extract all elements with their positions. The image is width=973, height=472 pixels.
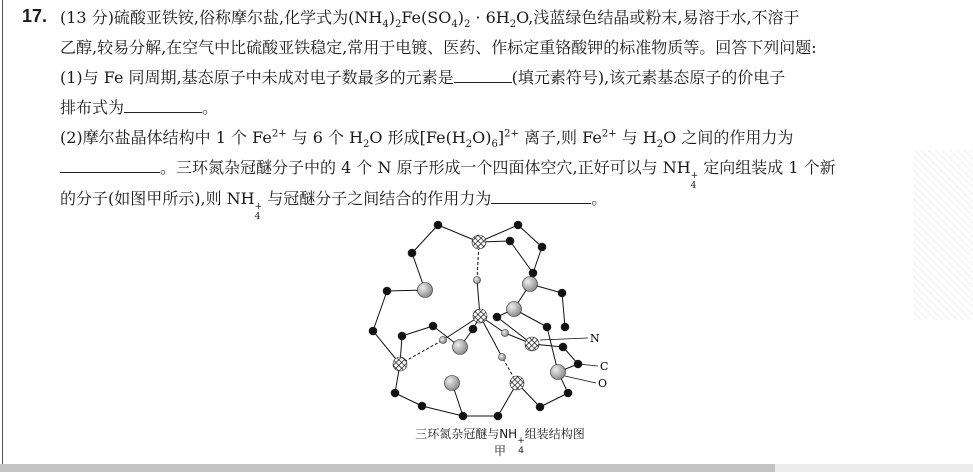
carbon-atom	[559, 343, 567, 351]
subscript: 6	[491, 139, 498, 151]
hydrogen-atom	[440, 337, 447, 344]
answer-blank	[454, 67, 512, 83]
oxygen-atom	[507, 302, 522, 317]
bond	[562, 293, 565, 327]
text-segment: · 6H	[470, 8, 510, 27]
nitrogen-atom	[472, 235, 486, 249]
carbon-atom	[543, 323, 551, 331]
nitrogen-atom	[510, 376, 524, 390]
subscript: 2	[394, 19, 402, 31]
carbon-atom	[383, 287, 391, 295]
text-segment: 与冠醚分子之间结合的作用力为	[262, 189, 492, 208]
caption-text-end: 组装结构图	[524, 427, 585, 441]
carbon-atom	[434, 221, 442, 229]
carbon-atom	[529, 269, 537, 277]
text-segment: (1)与 Fe 同周期,基态原子中未成对电子数最多的元素是	[60, 68, 454, 87]
text-segment: 定向组装成 1 个新	[698, 158, 836, 177]
carbon-atom	[494, 412, 502, 420]
question-line	[60, 7, 800, 29]
supscript: 2+	[601, 128, 617, 140]
oxygen-atom	[453, 340, 468, 355]
bond	[402, 326, 433, 336]
question-number: 17.	[22, 6, 48, 26]
label-o: O	[598, 377, 608, 390]
subscript: 4	[451, 19, 458, 31]
carbon-atom	[561, 323, 569, 331]
bond	[510, 241, 533, 273]
carbon-atom	[369, 327, 377, 335]
oxygen-atom	[523, 277, 538, 292]
carbon-atom	[493, 313, 501, 321]
hydrogen-bond	[400, 340, 443, 364]
label-c: C	[600, 360, 609, 373]
label-n: N	[590, 332, 600, 345]
text-segment: 的分子(如图甲所示),则 NH	[60, 189, 255, 208]
carbon-atom	[408, 249, 416, 257]
hydrogen-atom	[474, 277, 481, 284]
text-segment: O)	[472, 128, 492, 147]
subscript: 4	[254, 212, 261, 222]
text-segment: 。	[202, 98, 219, 117]
bond	[373, 291, 387, 331]
text-segment: Fe(SO	[401, 8, 452, 27]
subscript: 4	[382, 19, 389, 31]
carbon-atom	[459, 412, 467, 420]
subscript: 2	[656, 139, 664, 151]
bond	[395, 393, 422, 406]
figure-caption	[385, 426, 615, 460]
text-segment: )	[388, 8, 395, 27]
supscript: 2+	[271, 128, 287, 140]
nitrogen-atom	[393, 357, 407, 371]
figure-label: 甲	[493, 444, 506, 458]
question-line	[60, 157, 836, 191]
nitrogen-atom	[525, 337, 539, 351]
answer-blank	[491, 188, 591, 204]
superscript: +	[254, 202, 263, 212]
carbon-atom	[514, 221, 522, 229]
text-segment: 乙醇,较易分解,在空气中比硫酸亚铁稳定,常用于电镀、医药、作标定重铬酸钾的标准物质等。回答下列问题:	[60, 38, 817, 57]
bond	[412, 225, 438, 253]
oxygen-atom	[445, 376, 460, 391]
text-segment: 与 H	[616, 128, 657, 147]
subscript: 4	[690, 181, 697, 191]
text-segment: O 形成[Fe(H	[369, 128, 466, 147]
text-segment: O 之间的作用力为	[663, 128, 794, 147]
superscript: +	[690, 171, 699, 181]
bond	[422, 406, 463, 416]
text-segment: 排布式为	[60, 98, 125, 117]
question-line	[60, 127, 793, 149]
question-line	[60, 97, 218, 119]
text-segment: 。	[591, 189, 608, 208]
subscript: 2	[463, 19, 471, 31]
carbon-atom	[418, 402, 426, 410]
bond	[518, 225, 542, 247]
caption-sup: +	[517, 436, 525, 446]
question-line	[60, 37, 817, 59]
nitrogen-atom	[473, 309, 487, 323]
carbon-atom	[538, 243, 546, 251]
subscript: 2	[465, 139, 473, 151]
page-border	[2, 0, 3, 464]
text-segment: 。三环氮杂冠醚分子中的 4 个 N 原子形成一个四面体空穴,正好可以与 NH	[160, 158, 691, 177]
caption-text: 三环氮杂冠醚与NH	[415, 427, 518, 441]
carbon-atom	[429, 322, 437, 330]
text-segment: O,浅蓝绿色结晶或粉末,易溶于水,不溶于	[516, 8, 800, 27]
subscript: 2	[509, 19, 517, 31]
carbon-atom	[469, 325, 477, 333]
scan-noise	[913, 150, 973, 320]
answer-blank	[60, 157, 160, 173]
horizontal-scrollbar[interactable]	[0, 464, 973, 472]
scrollbar-thumb[interactable]	[0, 464, 775, 472]
answer-blank	[124, 97, 202, 113]
text-segment: ]	[497, 128, 505, 147]
bond	[540, 393, 568, 407]
subscript: 2	[363, 139, 370, 151]
text-segment: (13 分)硫酸亚铁铵,俗称摩尔盐,化学式为(NH	[60, 8, 383, 27]
supscript: 2+	[504, 128, 519, 140]
carbon-atom	[536, 403, 544, 411]
crown-ether-nh4-structure-diagram	[360, 210, 620, 425]
text-segment: 与 6 个 H	[286, 128, 364, 147]
carbon-atom	[558, 289, 566, 297]
hydrogen-atom	[499, 354, 506, 361]
text-segment: (填元素符号),该元素基态原子的价电子	[511, 68, 786, 87]
oxygen-atom	[551, 365, 566, 380]
carbon-atom	[506, 237, 514, 245]
cropped-previous-line	[95, 0, 895, 3]
text-segment: )	[457, 8, 464, 27]
oxygen-atom	[418, 283, 433, 298]
text-segment: 离子,则 Fe	[518, 128, 602, 147]
carbon-atom	[398, 332, 406, 340]
hydrogen-atom	[502, 330, 509, 337]
carbon-atom	[564, 389, 572, 397]
carbon-atom	[391, 389, 399, 397]
text-segment: (2)摩尔盐晶体结构中 1 个 Fe	[60, 128, 272, 147]
caption-sub: 4	[518, 446, 524, 456]
question-line	[60, 67, 785, 89]
